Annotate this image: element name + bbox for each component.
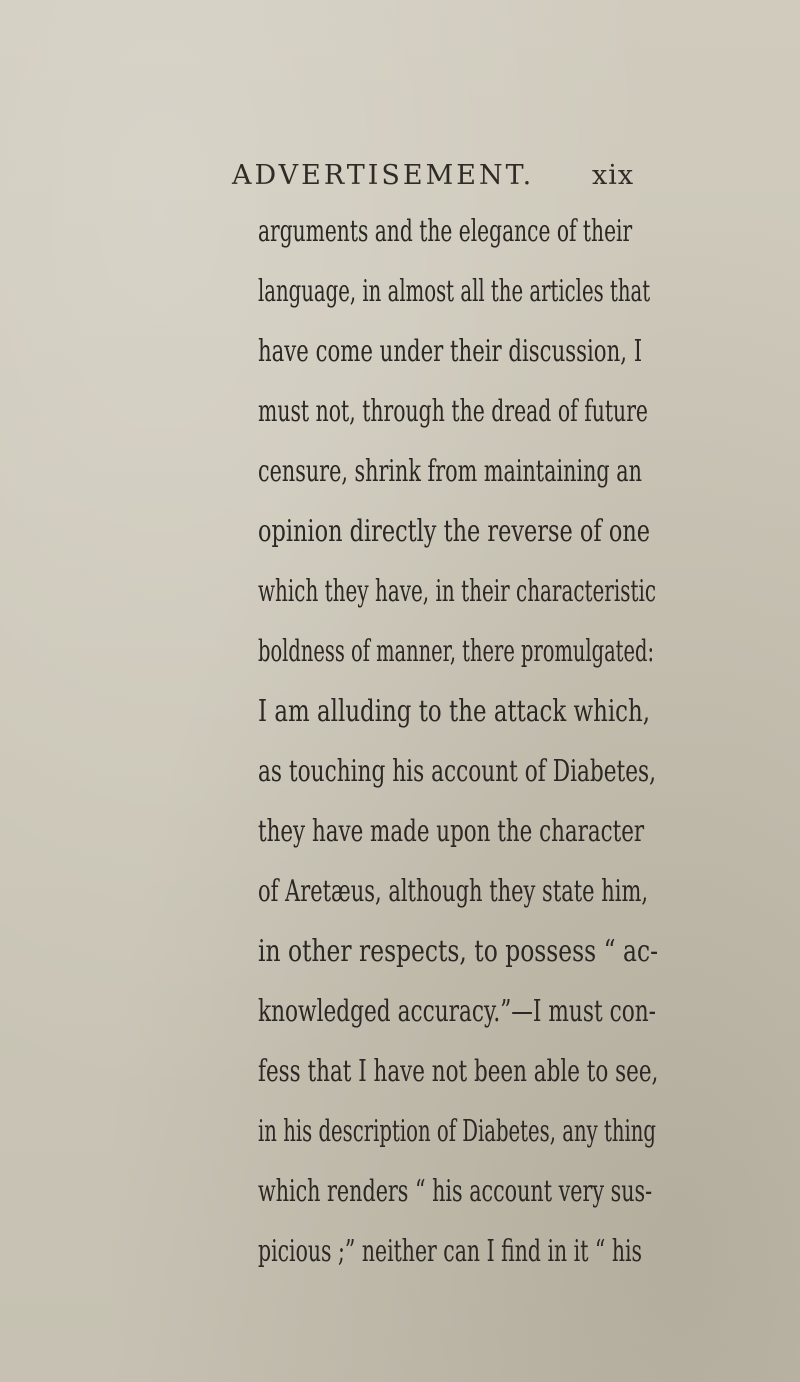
text-line: arguments and the elegance of their	[258, 214, 633, 249]
text-line: must not, through the dread of future	[258, 394, 648, 429]
text-line: as touching his account of Diabetes,	[258, 754, 656, 789]
text-line: I am alluding to the attack which,	[258, 694, 650, 729]
text-line: picious ;” neither can I find in it “ his	[258, 1234, 642, 1269]
text-line: fess that I have not been able to see,	[258, 1054, 659, 1089]
text-line: of Aretæus, although they state him,	[258, 874, 649, 909]
text-line: have come under their discussion, I	[258, 334, 643, 369]
text-line: language, in almost all the articles that	[258, 274, 651, 309]
text-line: boldness of manner, there promulgated:	[258, 634, 654, 669]
text-line: they have made upon the character	[258, 814, 645, 849]
text-line: which renders “ his account very sus-	[258, 1174, 653, 1209]
text-line: in other respects, to possess “ ac-	[258, 934, 658, 969]
text-line: which they have, in their characteristic	[258, 574, 656, 609]
text-line: censure, shrink from maintaining an	[258, 454, 642, 489]
text-line: opinion directly the reverse of one	[258, 514, 650, 549]
text-line: knowledged accuracy.”—I must con-	[258, 994, 656, 1029]
running-title: ADVERTISEMENT.	[232, 160, 535, 191]
page-number: xix	[592, 160, 635, 191]
page-header	[232, 160, 652, 204]
text-line: in his description of Diabetes, any thing	[258, 1114, 656, 1149]
